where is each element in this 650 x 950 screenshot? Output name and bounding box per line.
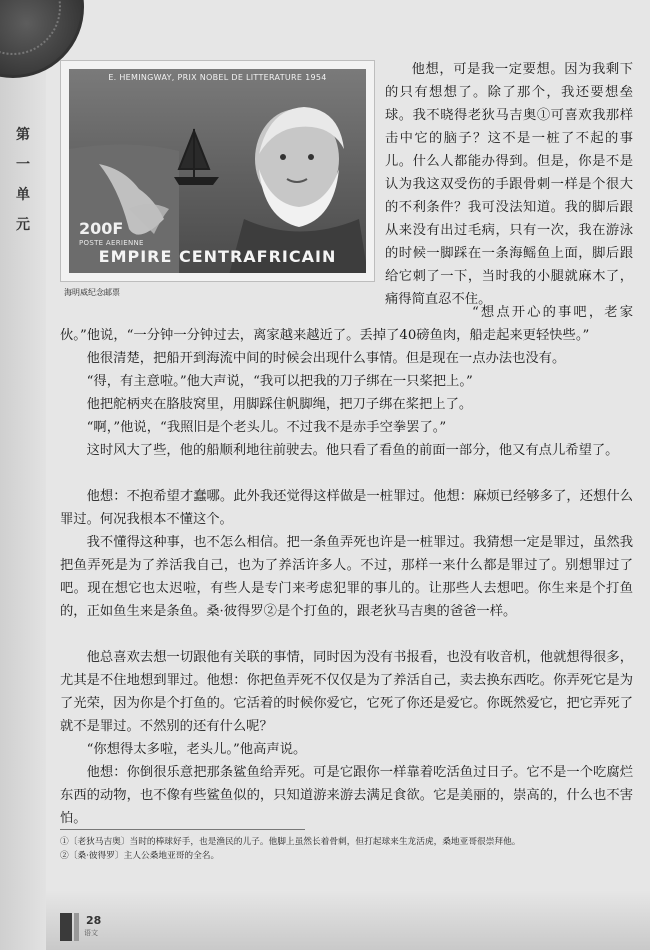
page-number-bar	[74, 913, 79, 941]
stamp-top-text: E. HEMINGWAY, PRIX NOBEL DE LITTERATURE 1954	[108, 73, 327, 82]
stamp-poste-text: POSTE AERIENNE	[79, 239, 144, 247]
image-caption: 海明威纪念邮票	[64, 288, 120, 297]
paragraph: 他想：不抱希望才蠢哪。此外我还觉得这样做是一桩罪过。他想：麻烦已经够多了，还想什么罪过。何况我根本不懂这个。	[60, 489, 633, 527]
footnote: ①〔老狄马吉奥〕当时的棒球好手，也是渔民的儿子。他脚上虽然长着骨刺，但打起球来生龙活虎，桑地亚哥很崇拜他。	[60, 837, 521, 847]
paragraph: 我不懂得这种事，也不怎么相信。把一条鱼弄死也许是一桩罪过。我猜想一定是罪过，虽然我把鱼弄死是为了养活我自己，也为了养活许多人。不过，那样一来什么都是罪过了。别想罪过了吧。现在想它也太迟啦，有些人是专门来考虑犯罪的事儿的。让那些人去想吧。你生来是个打鱼的，正如鱼生来是条鱼。桑·彼得罗②是个打鱼的，跟老狄马吉奥的爸爸一样。	[60, 535, 633, 619]
page-subject: 语文	[84, 929, 98, 937]
stamp-artwork	[69, 69, 366, 273]
footnote-divider	[60, 829, 305, 830]
hemingway-stamp-image	[60, 60, 375, 282]
paragraph: 他很清楚，把船开到海流中间的时候会出现什么事情。但是现在一点办法也没有。	[86, 351, 566, 366]
paragraph: 他总喜欢去想一切跟他有关联的事情，同时因为没有书报看，也没有收音机，他就想得很多，尤其是不住地想到罪过。他想：你把鱼弄死不仅仅是为了养活自己，卖去换东西吃。你弄死它是为了光荣，因为你是个打鱼的。它活着的时候你爱它，它死了你还是爱它。你既然爱它，把它弄死了就不是罪过。不然别的还有什么呢？	[60, 650, 633, 734]
stamp-value: 200F	[79, 219, 124, 238]
unit-label: 第一单元	[16, 127, 30, 233]
page-number: 28	[86, 914, 102, 927]
footnote: ②〔桑·彼得罗〕主人公桑地亚哥的全名。	[60, 851, 220, 861]
page-bottom-edge	[46, 890, 650, 950]
paragraph: “啊，”他说，“我照旧是个老头儿。不过我不是赤手空拳罢了。”	[86, 420, 447, 435]
paragraph: 他把舵柄夹在胳肢窝里，用脚踩住帆脚绳，把刀子绑在桨把上了。	[86, 397, 473, 412]
paragraph: “想点开心的事吧，老家伙。”他说，“一分钟一分钟过去，离家越来越近了。丢掉了40磅鱼肉，船走起来更轻快些。”	[60, 305, 633, 343]
paragraph: 这时风大了些，他的船顺利地往前驶去。他只看了看鱼的前面一部分，他又有点儿希望了。	[86, 443, 619, 458]
page-number-marker-icon	[60, 913, 72, 941]
stamp-country: EMPIRE CENTRAFRICAIN	[98, 247, 337, 266]
paragraph: “得，有主意啦。”他大声说，“我可以把我的刀子绑在一只桨把上。”	[86, 374, 473, 389]
paragraph: “你想得太多啦，老头儿。”他高声说。	[86, 742, 307, 757]
paragraph: 他想：你倒很乐意把那条鲨鱼给弄死。可是它跟你一样靠着吃活鱼过日子。它不是一个吃腐烂东西的动物，也不像有些鲨鱼似的，只知道游来游去满足食欲。它是美丽的，崇高的，什么也不害怕。	[60, 765, 633, 826]
paragraph: 他想，可是我一定要想。因为我剩下的只有想想了。除了那个，我还要想垒球。我不晓得老狄马吉奥①可喜欢我那样击中它的脑子？这不是一桩了不起的事儿。什么人都能办得到。但是，你是不是认为我这双受伤的手跟骨刺一样是个很大的不利条件？我可没法知道。我的脚后跟从来没有出过毛病，只有一次，我在游泳的时候一脚踩在一条海鳐鱼上面，脚后跟给它刺了一下，当时我的小腿就麻木了，痛得简直忍不住。	[385, 62, 633, 307]
